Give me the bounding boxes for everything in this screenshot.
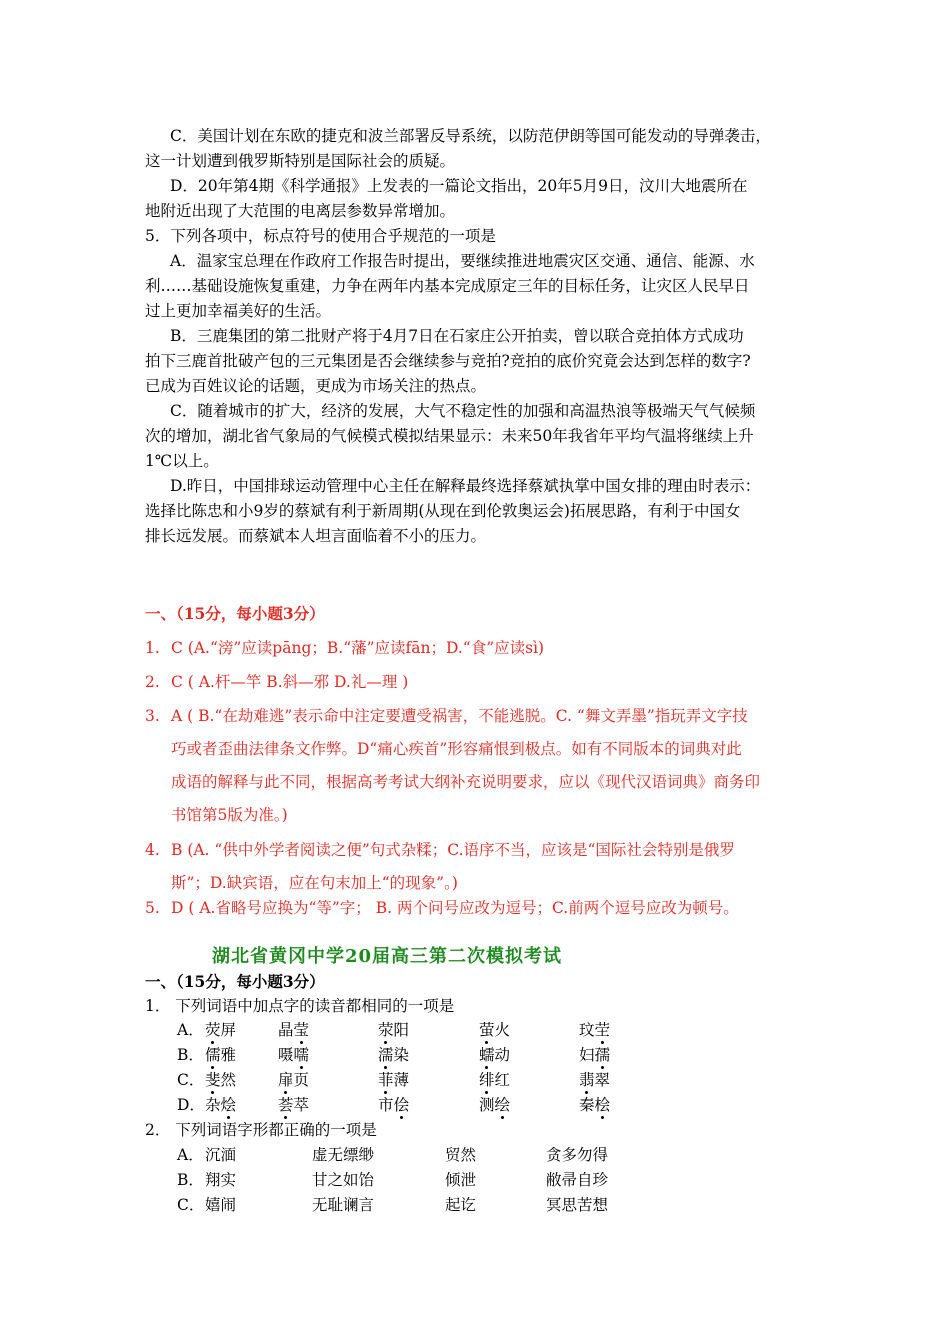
q1-option-char: 儒 [205,1046,221,1064]
q2-option-word: 翔实 [205,1171,237,1189]
q1-option-char: 红 [494,1071,511,1089]
q1-option-word [278,1093,309,1115]
answer-4 [145,838,815,860]
q2-option-word: 贪多勿得 [546,1146,609,1164]
q1-option-word [579,1043,610,1065]
q1-option-word [479,1093,510,1115]
q1-option-char: 孺 [594,1046,611,1064]
q5-option-b-line1: B．三鹿集团的第二批财产将于4月7日在石家庄公开拍卖，曾以联合竞拍体方式成功 [170,327,744,345]
q1-option-char: 嗫 [278,1046,294,1064]
answer-3-text-line1: A ( B.“在劫难逃”表示命中注定要遭受祸害，不能逃脱。C. “舞文弄墨”指玩弄文字技 [171,707,748,725]
answer-4-number: 4. [145,841,160,859]
answer-5-number: 5. [145,899,160,917]
q1-option-word [205,1068,236,1090]
q1-option-word [278,1018,309,1040]
q5-option-b-line3: 已成为百姓议论的话题，更成为市场关注的热点。 [145,377,487,395]
answers-heading: 一、（15分，每小题3分） [145,604,325,623]
q1-option-char: 桧 [594,1096,611,1114]
q2-option-word: 甘之如饴 [312,1171,375,1189]
answer-4-text-line1: B (A. “供中外学者阅读之便”句式杂糅；C.语序不当，应该是“国际社会特别是俄罗 [171,841,735,859]
q1-option-char: 烩 [220,1096,237,1114]
q1-option-char: 阳 [393,1021,410,1039]
q1-option-word [378,1018,409,1040]
answer-3-text-line2: 巧或者歪曲法律条文作弊。D“痛心疾首”形容痛恨到极点。如有不同版本的词典对此 [171,740,742,758]
answer-2 [145,670,815,692]
q1-option-char: 杂 [205,1096,221,1114]
q2-option-word: 冥思苦想 [546,1196,609,1214]
q1-option-char: 翠 [594,1071,611,1089]
q2-option-label: C． [177,1196,205,1214]
q1-option-char: 玟 [579,1021,595,1039]
q2-option-word: 起讫 [445,1196,477,1214]
q1-option-word [205,1093,236,1115]
q1-option-char: 萃 [293,1096,310,1114]
q1-stem: 1． 下列词语中加点字的读音都相同的一项是 [145,997,455,1015]
q1-option-char: 荟 [278,1096,294,1114]
q1-option-word [479,1018,510,1040]
q5-option-c-line2: 次的增加，湖北省气象局的气候模式模拟结果显示：未来50年我省年平均气温将继续上升 [145,427,754,445]
q2-option-word: 沉湎 [205,1146,237,1164]
q1-option-char: 市 [378,1096,394,1114]
q1-option-char: 绘 [494,1096,511,1114]
q2-option-word: 倾泄 [445,1171,477,1189]
q5-option-a-line2: 利……基础设施恢复重建，力争在两年内基本完成原定三年的目标任务，让灾区人民早日 [145,277,750,295]
q5-option-d-line2: 选择比陈忠和小9岁的蔡斌有利于新周期(从现在到伦敦奥运会)拓展思路，有利于中国女 [145,502,741,520]
q1-option-char: 菲 [378,1071,394,1089]
q1-option-char: 扉 [278,1071,294,1089]
q1-option-char: 页 [293,1071,310,1089]
q5-option-c-line3: 1℃以上。 [145,452,219,470]
q4-option-d-line2: 地附近出现了大范围的电离层参数异常增加。 [145,202,456,220]
q1-option-char: 雅 [220,1046,237,1064]
q1-option-word [579,1018,610,1040]
answer-2-text: C ( A.杆—竿 B.斜—邪 D.礼—理 ) [171,673,409,691]
q4-option-c-line2: 这一计划遭到俄罗斯特别是国际社会的质疑。 [145,152,456,170]
q1-option-char: 染 [393,1046,410,1064]
q1-option-word [378,1093,409,1115]
q1-option-char: 莹 [293,1021,310,1039]
answer-5-text: D ( A.省略号应换为“等”字； B. 两个问号应改为逗号；C.前两个逗号应改为顿号。 [171,899,739,917]
q5-option-c-line1: C．随着城市的扩大，经济的发展，大气不稳定性的加强和高温热浪等极端天气气候频 [170,402,756,420]
q1-option-char: 侩 [393,1096,410,1114]
q2-stem: 2． 下列词语字形都正确的一项是 [145,1121,377,1139]
q1-option-char: 晶 [278,1021,294,1039]
answer-1 [145,636,815,658]
q2-option-word: 敝帚自珍 [546,1171,609,1189]
q5-option-d-line3: 排长远发展。而蔡斌本人坦言面临着不小的压力。 [145,527,487,545]
q1-option-char: 然 [220,1071,237,1089]
q1-option-label: D． [177,1096,205,1114]
q1-option-char: 薄 [393,1071,410,1089]
q1-option-word [205,1018,236,1040]
q1-option-label: C． [177,1071,205,1089]
q1-option-label: A． [177,1021,204,1039]
q1-option-char: 火 [494,1021,511,1039]
q1-option-char: 测 [479,1096,495,1114]
q1-option-word [205,1043,236,1065]
q1-option-word [579,1093,610,1115]
answer-3-text-line3: 成语的解释与此不同，根据高考考试大纲补充说明要求，应以《现代汉语词典》商务印 [171,773,761,791]
q1-option-word [579,1068,610,1090]
q2-option-word: 贸然 [445,1146,477,1164]
q2-option-label: B． [177,1171,204,1189]
q1-option-char: 蠕 [479,1046,495,1064]
q5-option-d-line1: D.昨日，中国排球运动管理中心主任在解释最终选择蔡斌执掌中国女排的理由时表示： [170,477,761,495]
q1-option-char: 秦 [579,1096,595,1114]
q5-option-b-line2: 拍下三鹿首批破产包的三元集团是否会继续参与竞拍?竞拍的底价究竟会达到怎样的数字? [145,352,751,370]
q1-option-word [278,1043,309,1065]
exam-title: 湖北省黄冈中学20届高三第二次模拟考试 [212,946,563,967]
answer-5 [145,896,815,918]
answer-3 [145,704,815,726]
q1-option-word [479,1043,510,1065]
q4-option-c-line1: C．美国计划在东欧的捷克和波兰部署反导系统，以防范伊朗等国可能发动的导弹袭击， [170,127,771,145]
q1-option-char: 萤 [479,1021,495,1039]
answer-4-text-line2: 斯”；D.缺宾语，应在句末加上“的现象”。) [171,874,458,892]
q1-option-char: 荥 [378,1021,394,1039]
q1-option-char: 濡 [378,1046,394,1064]
q1-option-char: 绯 [479,1071,495,1089]
q1-option-char: 妇 [579,1046,595,1064]
q5-option-a-line3: 过上更加幸福美好的生活。 [145,302,332,320]
answer-3-text-line4: 书馆第5版为准。) [171,806,288,824]
q2-option-word: 嬉闹 [205,1196,237,1214]
exam-section-heading: 一、（15分，每小题3分） [145,972,325,991]
q2-option-label: A． [177,1146,204,1164]
q1-option-word [378,1043,409,1065]
q1-option-char: 翡 [579,1071,595,1089]
q1-option-char: 斐 [205,1071,221,1089]
answer-2-number: 2. [145,673,160,691]
q2-option-word: 无耻谰言 [312,1196,375,1214]
q1-option-char: 茔 [594,1021,611,1039]
q1-option-char: 动 [494,1046,511,1064]
q1-option-word [378,1068,409,1090]
q2-option-word: 虚无缥缈 [312,1146,375,1164]
q5-stem: 5．下列各项中，标点符号的使用合乎规范的一项是 [145,227,496,245]
q1-option-char: 荧 [205,1021,221,1039]
q1-option-char: 嚅 [293,1046,310,1064]
q4-option-d-line1: D．20年第4期《科学通报》上发表的一篇论文指出，20年5月9日，汶川大地震所在 [170,177,748,195]
answer-1-text: C (A.“滂”应读pāng；B.“藩”应读fān；D.“食”应读sì) [171,639,545,657]
q1-option-char: 屏 [220,1021,237,1039]
q1-option-word [278,1068,309,1090]
q5-option-a-line1: A．温家宝总理在作政府工作报告时提出，要继续推进地震灾区交通、通信、能源、水 [170,252,755,270]
answer-3-number: 3. [145,707,160,725]
q1-option-word [479,1068,510,1090]
answer-1-number: 1. [145,639,160,657]
q1-option-label: B． [177,1046,204,1064]
